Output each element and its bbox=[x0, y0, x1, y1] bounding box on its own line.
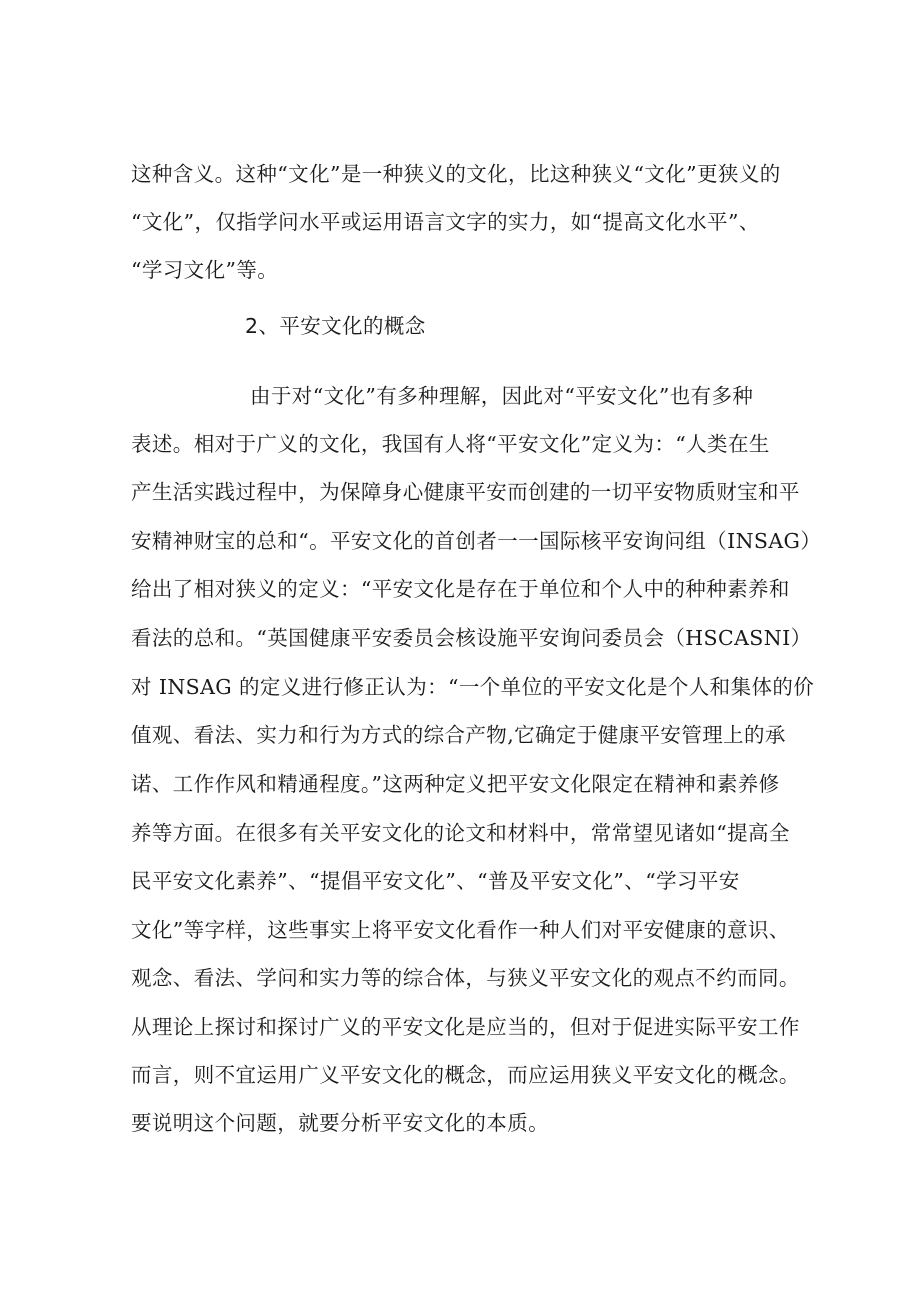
paragraph-1-line-1: 这种含义。这种“文化”是一种狭义的文化，比这种狭义“文化”更狭义的 bbox=[131, 162, 781, 186]
paragraph-2-line-10: 养等方面。在很多有关平安文化的论文和材料中，常常望见诸如“提高全 bbox=[131, 821, 790, 845]
paragraph-2-line-2: 表述。相对于广义的文化，我国有人将“平安文化”定义为：“人类在生 bbox=[131, 432, 770, 456]
paragraph-1-line-2: “文化”，仅指学问水平或运用语言文字的实力，如“提高文化水平”、 bbox=[131, 210, 760, 234]
paragraph-2-line-1: 由于对“文化”有多种理解，因此对“平安文化”也有多种 bbox=[250, 384, 754, 408]
paragraph-2-line-14: 从理论上探讨和探讨广义的平安文化是应当的，但对于促进实际平安工作 bbox=[131, 1015, 800, 1039]
section-heading: 2、平安文化的概念 bbox=[245, 314, 426, 338]
paragraph-2-line-5: 给出了相对狭义的定义：“平安文化是存在于单位和个人中的种种素养和 bbox=[131, 577, 790, 601]
paragraph-2-line-6: 看法的总和。“英国健康平安委员会核设施平安询问委员会（HSCASNI） bbox=[131, 626, 812, 650]
paragraph-2-line-16: 要说明这个问题，就要分析平安文化的本质。 bbox=[131, 1111, 549, 1135]
paragraph-2-line-8: 值观、看法、实力和行为方式的综合产物,它确定于健康平安管理上的承 bbox=[131, 723, 786, 747]
paragraph-1-line-3: “学习文化”等。 bbox=[131, 258, 279, 282]
paragraph-2-line-9: 诺、工作作风和精通程度。”这两种定义把平安文化限定在精神和素养修 bbox=[131, 772, 780, 796]
paragraph-2-line-15: 而言，则不宜运用广义平安文化的概念，而应运用狭义平安文化的概念。 bbox=[131, 1063, 800, 1087]
paragraph-2-line-3: 产生活实践过程中，为保障身心健康平安而创建的一切平安物质财宝和平 bbox=[131, 480, 800, 504]
paragraph-2-line-4: 安精神财宝的总和“。平安文化的首创者一一国际核平安询问组（INSAG） bbox=[131, 529, 822, 553]
paragraph-2-line-13: 观念、看法、学问和实力等的综合体，与狭义平安文化的观点不约而同。 bbox=[131, 966, 800, 990]
paragraph-2-line-12: 文化”等字样，这些事实上将平安文化看作一种人们对平安健康的意识、 bbox=[131, 918, 790, 942]
paragraph-2-line-7: 对 INSAG 的定义进行修正认为：“一个单位的平安文化是个人和集体的价 bbox=[131, 675, 815, 699]
paragraph-2-line-11: 民平安文化素养”、“提倡平安文化”、“普及平安文化”、“学习平安 bbox=[131, 869, 740, 893]
